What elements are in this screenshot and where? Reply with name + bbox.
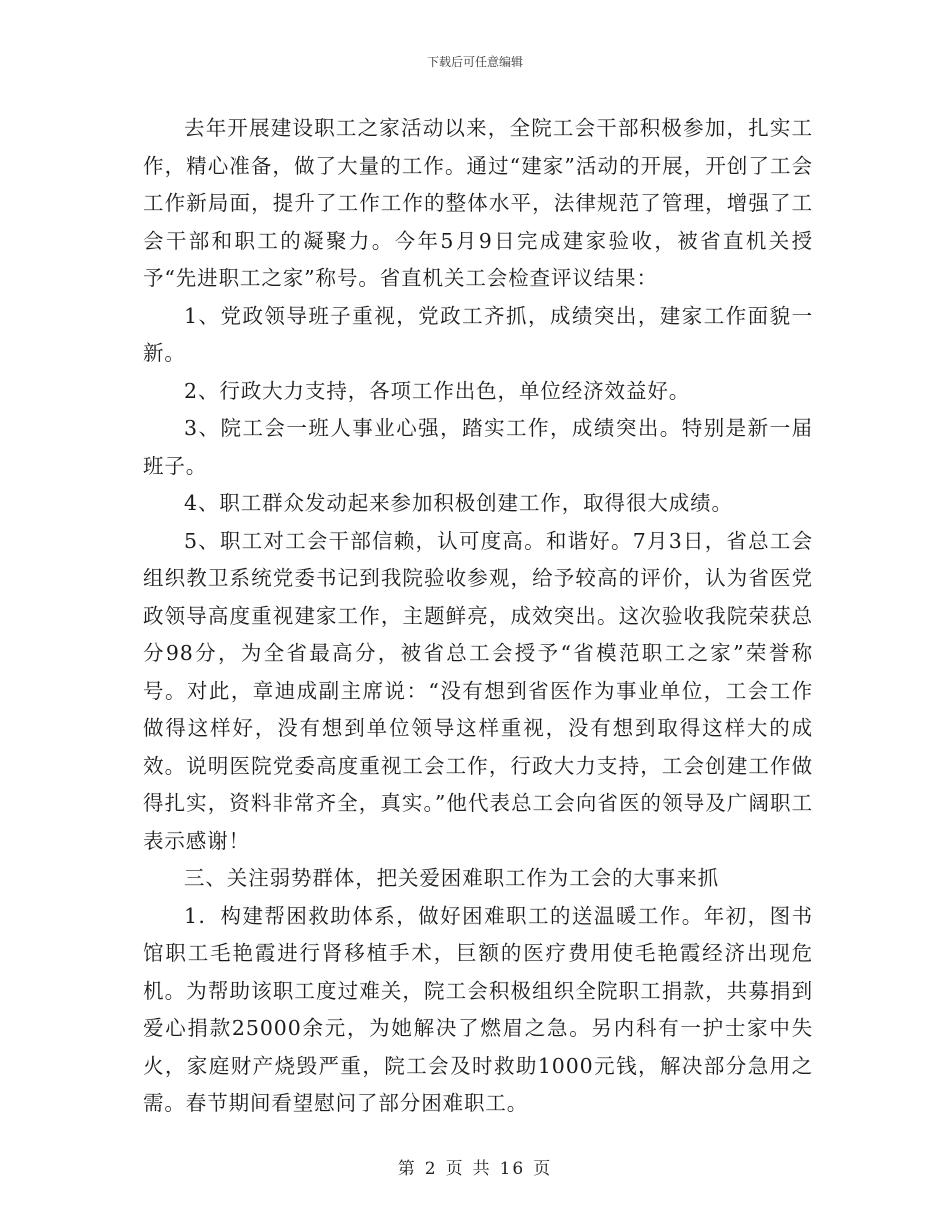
current-page-number: 2 [424, 1159, 438, 1179]
total-pages-number: 16 [499, 1159, 526, 1179]
paragraph: 3、院工会一班人事业心强，踏实工作，成绩突出。特别是新一届班子。 [143, 416, 813, 478]
paragraph: 5、职工对工会干部信赖，认可度高。和谐好。7月3日，省总工会组织教卫系统党委书记到我院验收参观，给予较高的评价，认为省医党政领导高度重视建家工作，主题鲜亮，成效突出。这次验收我院荣获总分98分，为全省最高分，被省总工会授予“省模范职工之家”荣誉称号。对此，章迪成副主席说：“没有想到省医作为事业单位，工会工作做得这样好，没有想到单位领导这样重视，没有想到取得这样大的成效。说明医院党委高度重视工会工作，行政大力支持，工会创建工作做得扎实，资料非常齐全，真实。”他代表总工会向省医的领导及广阔职工表示感谢！ [143, 528, 813, 853]
footer-prefix: 第 [397, 1159, 417, 1179]
footer-suffix: 页 [533, 1159, 553, 1179]
paragraph: 4、职工群众发动起来参加积极创建工作，取得很大成绩。 [184, 491, 733, 515]
footer-total-word: 共 [472, 1159, 492, 1179]
page-number-footer [0, 1154, 950, 1179]
paragraph: 去年开展建设职工之家活动以来，全院工会干部积极参加，扎实工作，精心准备，做了大量的工作。通过“建家”活动的开展，开创了工会工作新局面，提升了工作工作的整体水平，法律规范了管理，增强了工会干部和职工的凝聚力。今年5月9日完成建家验收，被省直机关授予“先进职工之家”称号。省直机关工会检查评议结果： [143, 116, 813, 290]
paragraph: 2、行政大力支持，各项工作出色，单位经济效益好。 [184, 378, 691, 403]
paragraph: 1、党政领导班子重视，党政工齐抓，成绩突出，建家工作面貌一新。 [143, 303, 813, 365]
section-heading: 三、关注弱势群体，把关爱困难职工作为工会的大事来抓 [184, 866, 719, 890]
header-note: 下载后可任意编辑 [426, 55, 523, 69]
document-body [143, 110, 813, 1123]
footer-page-word: 页 [445, 1159, 465, 1179]
paragraph: 1．构建帮困救助体系，做好困难职工的送温暖工作。年初，图书馆职工毛艳霞进行肾移植手术，巨额的医疗费用使毛艳霞经济出现危机。为帮助该职工度过难关，院工会积极组织全院职工捐款，共募捐到爱心捐款25000余元，为她解决了燃眉之急。另内科有一护士家中失火，家庭财产烧毁严重，院工会及时救助1000元钱，解决部分急用之需。春节期间看望慰问了部分困难职工。 [143, 903, 813, 1115]
